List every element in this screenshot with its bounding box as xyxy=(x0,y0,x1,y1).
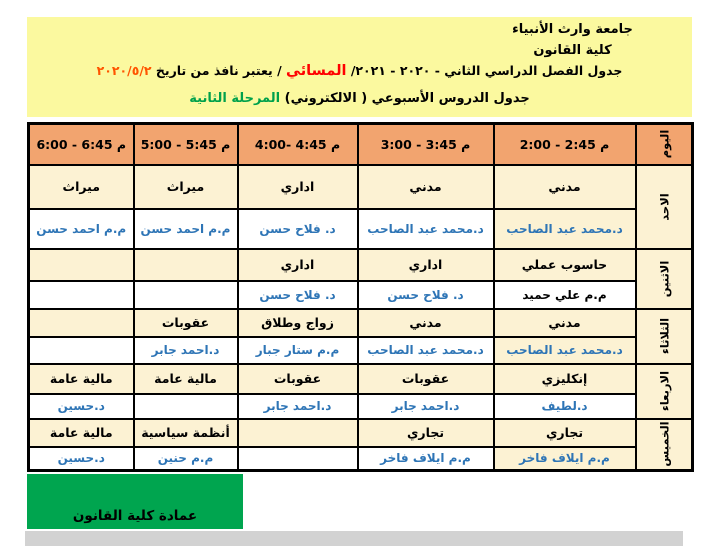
teacher-cell: م.م ايلاف فاخر xyxy=(358,447,494,471)
teacher-cell: م.م علي حميد xyxy=(494,281,636,309)
subject-cell: عقوبات xyxy=(134,309,238,337)
time-slot-label: 4:00- 4:45 م xyxy=(254,136,341,152)
bottom-gray-strip xyxy=(25,531,683,546)
day-name-label: الثلاثاء xyxy=(656,317,671,355)
stage-label: المرحلة الثانية xyxy=(189,91,281,106)
day-column-header xyxy=(636,124,693,165)
teacher-cell: د.محمد عبد الصاحب xyxy=(358,209,494,249)
time-slot-label: 6:00 - 6:45 م xyxy=(36,136,127,152)
teacher-cell: د.لطيف xyxy=(494,394,636,419)
time-slot-header-1 xyxy=(358,124,494,165)
schedule-table-body xyxy=(29,124,693,471)
day-name-label: الاحد xyxy=(656,192,671,221)
subject-cell: تجاري xyxy=(358,419,494,447)
teacher-cell: د. فلاح حسن xyxy=(238,281,358,309)
teacher-cell: د.احمد جابر xyxy=(134,337,238,364)
time-slot-header-3 xyxy=(134,124,238,165)
weekly-schedule-text: جدول الدروس الأسبوعي ( الالكتروني) xyxy=(280,91,530,106)
teacher-cell: د.محمد عبد الصاحب xyxy=(494,209,636,249)
semester-line xyxy=(27,63,692,79)
day-cell-3 xyxy=(636,364,693,419)
teacher-cell: د.حسين xyxy=(29,394,134,419)
time-slot-header-0 xyxy=(494,124,636,165)
teacher-cell: د.حسين xyxy=(29,447,134,471)
subject-cell: عقوبات xyxy=(358,364,494,394)
schedule-table xyxy=(27,122,694,472)
college-name: كلية القانون xyxy=(533,43,612,58)
evening-shift-label: المسائي xyxy=(286,63,347,79)
subject-cell: مالية عامة xyxy=(134,364,238,394)
teacher-cell: م.م ستار جبار xyxy=(238,337,358,364)
subject-cell: تجاري xyxy=(494,419,636,447)
day-name-label: الاثنين xyxy=(656,260,671,297)
day-name-label: الاربعاء xyxy=(656,370,671,412)
subject-cell: أنظمة سياسية xyxy=(134,419,238,447)
subject-cell: مالية عامة xyxy=(29,364,134,394)
teacher-cell: د.محمد عبد الصاحب xyxy=(494,337,636,364)
time-slot-header-4 xyxy=(29,124,134,165)
subject-cell: مالية عامة xyxy=(29,419,134,447)
teacher-cell: د.احمد جابر xyxy=(238,394,358,419)
time-slot-label: 2:00 - 2:45 م xyxy=(519,136,610,152)
time-slot-label: 3:00 - 3:45 م xyxy=(380,136,471,152)
subject-cell: مدني xyxy=(494,309,636,337)
teacher-cell xyxy=(29,281,134,309)
teacher-cell: د. فلاح حسن xyxy=(358,281,494,309)
subject-cell: زواج وطلاق xyxy=(238,309,358,337)
teacher-cell: م.م احمد حسن xyxy=(134,209,238,249)
subject-cell: ميراث xyxy=(134,165,238,209)
teacher-cell xyxy=(134,394,238,419)
time-slot-label: 5:00 - 5:45 م xyxy=(140,136,231,152)
subject-cell: ميراث xyxy=(29,165,134,209)
subject-cell: اداري xyxy=(238,165,358,209)
teacher-cell: م.م احمد حسن xyxy=(29,209,134,249)
day-cell-2 xyxy=(636,309,693,364)
subject-cell: اداري xyxy=(358,249,494,281)
teacher-cell: د. فلاح حسن xyxy=(238,209,358,249)
subject-cell: مدني xyxy=(358,309,494,337)
weekly-schedule-line xyxy=(27,91,692,106)
schedule-table-wrapper xyxy=(27,122,694,472)
subject-cell xyxy=(29,309,134,337)
subject-cell: عقوبات xyxy=(238,364,358,394)
teacher-cell xyxy=(238,447,358,471)
teacher-cell: د.محمد عبد الصاحب xyxy=(358,337,494,364)
header-banner xyxy=(27,17,692,117)
effective-from-text: / يعتبر نافذ من تاريخ xyxy=(151,63,287,78)
teacher-cell xyxy=(134,281,238,309)
day-cell-1 xyxy=(636,249,693,309)
subject-cell xyxy=(134,249,238,281)
semester-text: جدول الفصل الدراسي الثاني - ٢٠٢٠ - ٢٠٢١/ xyxy=(346,63,623,78)
day-cell-0 xyxy=(636,165,693,249)
day-header-label: اليوم xyxy=(656,129,671,159)
teacher-cell xyxy=(29,337,134,364)
subject-cell: إنكليزي xyxy=(494,364,636,394)
subject-cell: مدني xyxy=(358,165,494,209)
subject-cell xyxy=(29,249,134,281)
subject-cell xyxy=(238,419,358,447)
time-slot-header-2 xyxy=(238,124,358,165)
dean-label: عمادة كلية القانون xyxy=(72,508,198,524)
subject-cell: اداري xyxy=(238,249,358,281)
effective-date: ٢٠٢٠/٥/٢ xyxy=(96,63,152,78)
university-name: جامعة وارث الأنبياء xyxy=(512,22,633,37)
subject-cell: حاسوب عملي xyxy=(494,249,636,281)
dean-stamp xyxy=(27,474,243,529)
teacher-cell: م.م حنين xyxy=(134,447,238,471)
university-block xyxy=(465,19,680,61)
day-cell-4 xyxy=(636,419,693,471)
subject-cell: مدني xyxy=(494,165,636,209)
teacher-cell: د.احمد جابر xyxy=(358,394,494,419)
day-name-label: الخميس xyxy=(656,421,671,467)
teacher-cell: م.م ايلاف فاخر xyxy=(494,447,636,471)
